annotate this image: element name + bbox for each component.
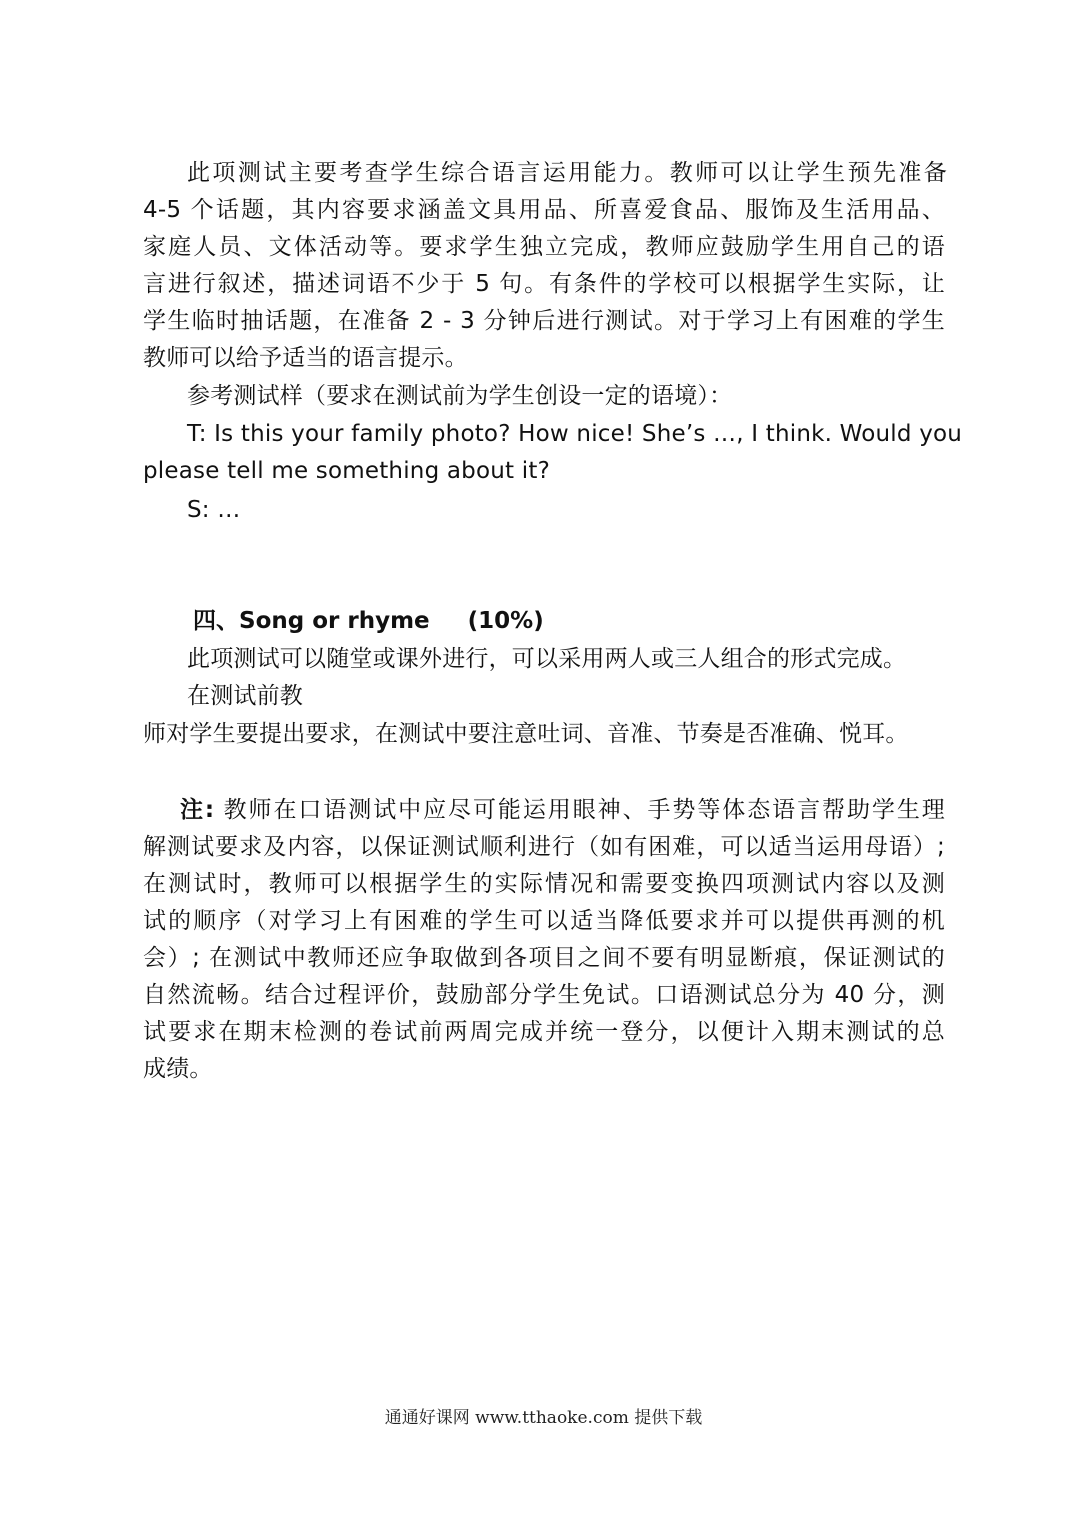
sample-intro: 参考测试样（要求在测试前为学生创设一定的语境）：	[187, 383, 733, 409]
note-line-4: 试的顺序（对学习上有困难的学生可以适当降低要求并可以提供再测的机	[143, 908, 945, 934]
section3-para-line-3: 家庭人员、文体活动等。要求学生独立完成，教师应鼓励学生用自己的语	[143, 234, 945, 260]
section4-para-line-2: 在测试前教	[187, 683, 303, 709]
note-line-2: 解测试要求及内容，以保证测试顺利进行（如有困难，可以适当运用母语）;	[143, 834, 945, 860]
dialogue-teacher-line-1: T: Is this your family photo? How nice! She’s …, I think. Would you	[187, 421, 963, 447]
dialogue-teacher-line-2: please tell me something about it?	[143, 458, 550, 484]
section4-heading-percentage: (10%)	[467, 608, 544, 634]
note-line-3: 在测试时，教师可以根据学生的实际情况和需要变换四项测试内容以及测	[143, 871, 945, 897]
note-label: 注:	[180, 797, 215, 823]
page-footer: 通通好课网 www.tthaoke.com 提供下载	[384, 1408, 703, 1428]
note-line-6: 自然流畅。结合过程评价，鼓励部分学生免试。口语测试总分为 40 分，测	[143, 982, 945, 1008]
note-line-1-text: 教师在口语测试中应尽可能运用眼神、手势等体态语言帮助学生理	[214, 797, 945, 823]
section4-heading-title: 四、Song or rhyme	[193, 608, 430, 634]
note-line-7: 试要求在期末检测的卷试前两周完成并统一登分，以便计入期末测试的总	[143, 1019, 945, 1045]
note-line-8: 成绩。	[143, 1056, 213, 1082]
section3-para-line-4: 言进行叙述，描述词语不少于 5 句。有条件的学校可以根据学生实际，让	[143, 271, 945, 297]
section4-para-line-1: 此项测试可以随堂或课外进行，可以采用两人或三人组合的形式完成。	[187, 646, 907, 672]
note-line-1	[180, 792, 945, 828]
section4-para-line-3: 师对学生要提出要求，在测试中要注意吐词、音准、节奏是否准确、悦耳。	[143, 721, 909, 747]
dialogue-student-line: S: …	[187, 497, 241, 523]
section3-para-line-5: 学生临时抽话题，在准备 2 - 3 分钟后进行测试。对于学习上有困难的学生	[143, 308, 945, 334]
section3-para-line-1: 此项测试主要考查学生综合语言运用能力。教师可以让学生预先准备	[187, 160, 947, 186]
section4-heading	[193, 603, 544, 639]
section3-para-line-2: 4-5 个话题，其内容要求涵盖文具用品、所喜爱食品、服饰及生活用品、	[143, 197, 945, 223]
section3-para-line-6: 教师可以给予适当的语言提示。	[143, 345, 468, 371]
note-line-5: 会）; 在测试中教师还应争取做到各项目之间不要有明显断痕，保证测试的	[143, 945, 945, 971]
